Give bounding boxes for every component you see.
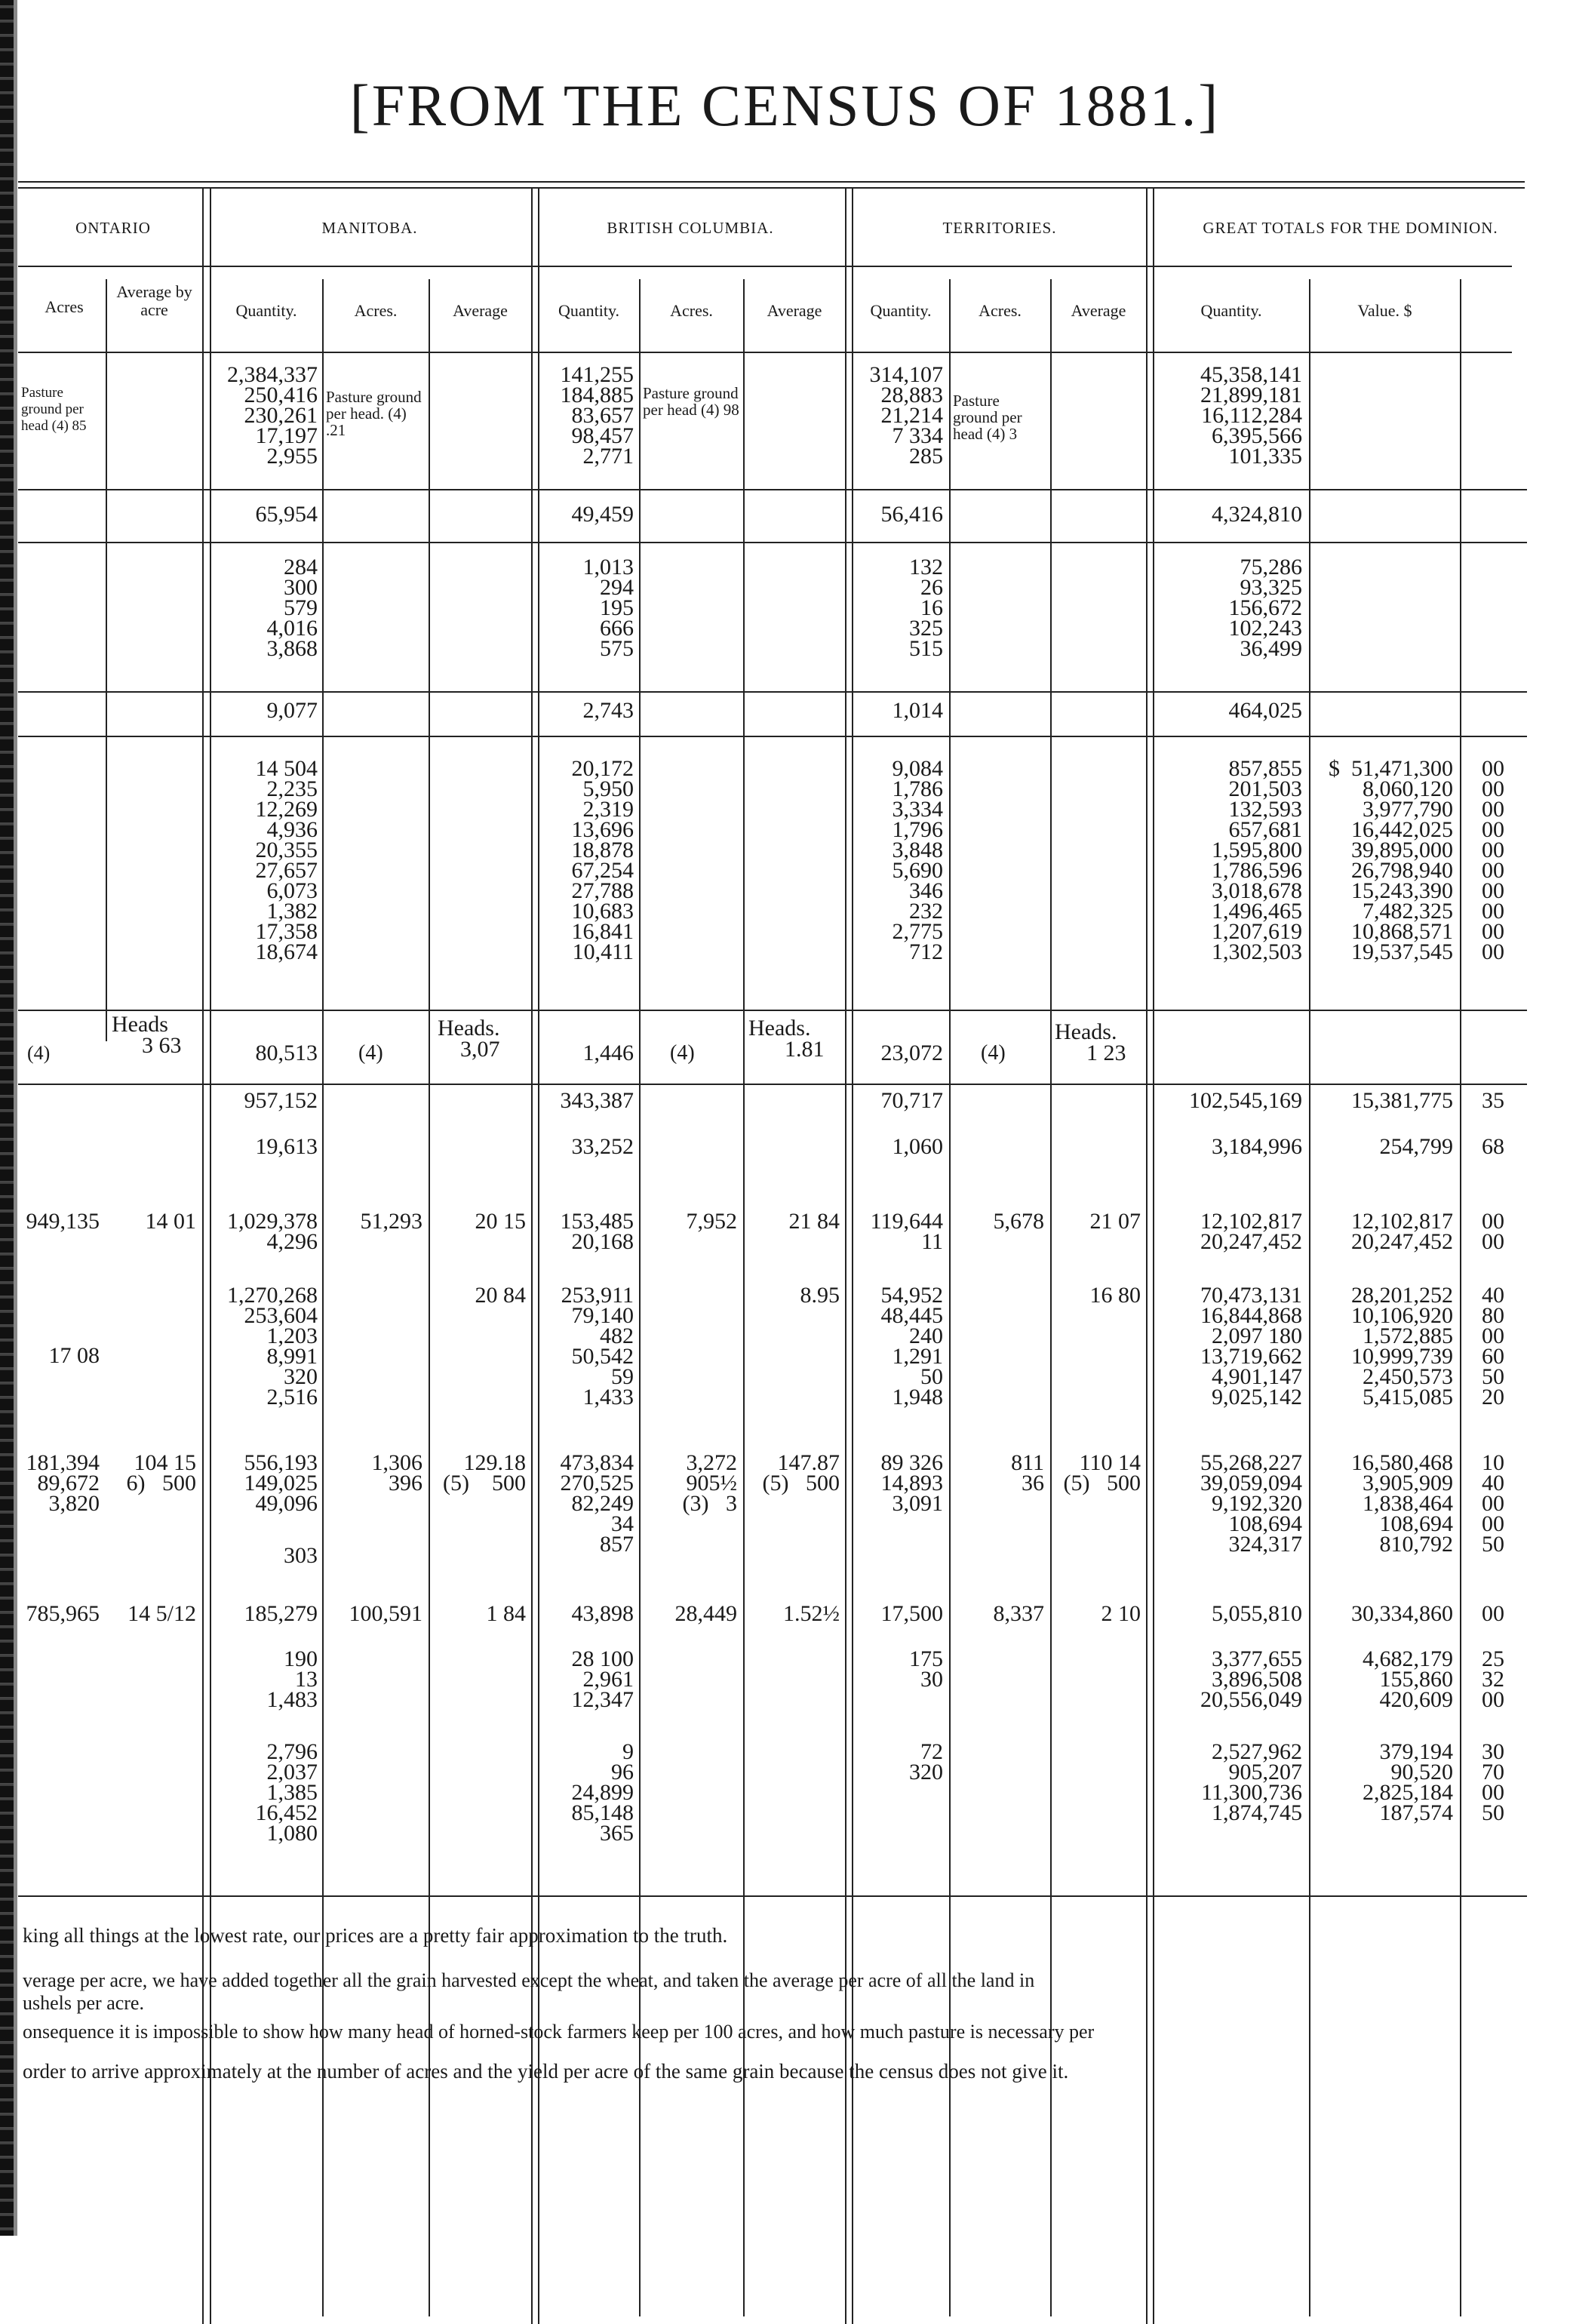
col-average-bc: Average [767, 301, 822, 320]
top-rule-double [18, 187, 1525, 189]
man-quantity-g11b: 303 [284, 1543, 318, 1568]
bc-average-g12: 1.52½ [783, 1601, 840, 1626]
four-bc: (4) [670, 1041, 695, 1065]
heads-value-manitoba: 3,07 [460, 1037, 500, 1062]
pasture-note-territories: Pasture ground per head (4) 3 [953, 392, 1022, 443]
heads-label-ontario: Heads [112, 1012, 168, 1037]
four-ontario: (4) [27, 1042, 51, 1064]
tr-quantity-g8: 1,060 [892, 1134, 943, 1159]
dominion-cents-g13: 25 32 00 [1482, 1646, 1504, 1712]
ontario-average-3: 104 15 [134, 1450, 196, 1475]
col-line [949, 279, 951, 2316]
bc-quantity-g12: 43,898 [571, 1601, 634, 1626]
col-acres-ontario: Acres [45, 297, 84, 316]
dominion-value-g11: 16,580,468 3,905,909 1,838,464 108,694 810,792 [1351, 1450, 1453, 1557]
dominion-value-g12: 30,334,860 [1351, 1601, 1453, 1626]
ontario-acres-3: 181,394 [26, 1450, 100, 1475]
pasture-note-ontario: Pasture ground per head (4) 85 [21, 385, 87, 434]
bc-acres-g11: 3,272 905½ (3) 3 [682, 1450, 737, 1516]
group-rule [18, 542, 1527, 543]
heads-value-ontario: 3 63 [142, 1033, 182, 1058]
bc-average-g11: 147.87 (5) 500 [762, 1450, 840, 1496]
man-quantity-g11: 556,193 149,025 49,096 [244, 1450, 318, 1516]
group-rule [18, 489, 1527, 490]
bc-acres-g12: 28,449 [674, 1601, 737, 1626]
col-line [639, 279, 641, 2316]
man-quantity-g8: 19,613 [255, 1134, 318, 1159]
dominion-quantity-g8: 3,184,996 [1212, 1134, 1302, 1159]
dominion-value-g10: 28,201,252 10,106,920 1,572,885 10,999,739 2,450,573 5,415,085 [1351, 1283, 1453, 1409]
man-quantity-g1: 2,384,337 250,416 230,261 17,197 2,955 [227, 362, 318, 469]
man-quantity-g6: 80,513 [255, 1041, 318, 1065]
bc-quantity-g6: 1,446 [582, 1041, 634, 1065]
tr-quantity-g2: 56,416 [880, 502, 943, 527]
col-line [202, 189, 204, 2324]
dominion-cents-g10: 40 80 00 60 50 20 [1482, 1283, 1504, 1409]
dominion-value-g7: 15,381,775 [1351, 1088, 1453, 1113]
dominion-quantity-g14: 2,527,962 905,207 11,300,736 1,874,745 [1201, 1739, 1302, 1825]
tr-quantity-g4: 1,014 [892, 698, 943, 723]
man-quantity-g4: 9,077 [266, 698, 318, 723]
heads-label-manitoba: Heads. [438, 1016, 500, 1041]
man-acres-g11: 1,306 396 [371, 1450, 422, 1496]
group-rule [18, 1010, 1527, 1011]
bc-average-g9: 21 84 [788, 1209, 840, 1234]
dominion-quantity-g5: 857,855 201,503 132,593 657,681 1,595,800 1,786,596 3,018,678 1,496,465 1,207,619 1,302,503 [1212, 756, 1302, 964]
man-quantity-g2: 65,954 [255, 502, 318, 527]
tr-quantity-g5: 9,084 1,786 3,334 1,796 3,848 5,690 346 232 2,775 712 [892, 756, 943, 964]
ontario-average-0: 14 01 [145, 1209, 196, 1234]
dominion-quantity-g3: 75,286 93,325 156,672 102,243 36,499 [1228, 555, 1302, 661]
region-manitoba: MANITOBA. [321, 219, 418, 237]
footnote-3: onsequence it is impossible to show how many head of horned-stock farmers keep per 100 acres, and how much pasture is necessary per [23, 2021, 1095, 2043]
heads-value-territories: 1 23 [1086, 1041, 1126, 1065]
dominion-value-g9: 12,102,817 20,247,452 [1351, 1209, 1453, 1254]
col-line [531, 189, 533, 2324]
tr-acres-g9: 5,678 [993, 1209, 1044, 1234]
dominion-cents-g14: 30 70 00 50 [1482, 1739, 1504, 1825]
dominion-quantity-g12: 5,055,810 [1212, 1601, 1302, 1626]
col-line [1146, 189, 1148, 2324]
man-quantity-g9: 1,029,378 4,296 [227, 1209, 318, 1254]
col-line [845, 189, 846, 2324]
top-rule [18, 181, 1525, 183]
tr-average-g11: 110 14 (5) 500 [1063, 1450, 1141, 1496]
man-quantity-g3: 284 300 579 4,016 3,868 [266, 555, 318, 661]
col-quantity-territories: Quantity. [870, 301, 932, 320]
dominion-cents-g7: 35 [1482, 1088, 1504, 1113]
dominion-quantity-g4: 464,025 [1228, 698, 1302, 723]
region-british-columbia: BRITISH COLUMBIA. [607, 219, 774, 237]
bc-quantity-g14: 9 96 24,899 85,148 365 [571, 1739, 634, 1846]
ontario-acres-5: 3,820 [48, 1491, 100, 1516]
pasture-note-bc: Pasture ground per head (4) 98 [643, 384, 739, 419]
tr-acres-g12: 8,337 [993, 1601, 1044, 1626]
pasture-note-manitoba: Pasture ground per head. (4) .21 [326, 388, 422, 439]
man-average-g9: 20 15 [475, 1209, 526, 1234]
group-rule [18, 1084, 1527, 1085]
footnote-2b: ushels per acre. [23, 1992, 144, 2014]
ontario-acres-2: 17 08 [48, 1343, 100, 1368]
bc-average-g10: 8.95 [800, 1283, 840, 1308]
tr-average-g10: 16 80 [1089, 1283, 1141, 1308]
bc-quantity-g2: 49,459 [571, 502, 634, 527]
man-acres-g9: 51,293 [360, 1209, 422, 1234]
col-value-dominion: Value. $ [1357, 301, 1412, 320]
bc-quantity-g11: 473,834 270,525 82,249 34 857 [560, 1450, 634, 1557]
col-quantity-bc: Quantity. [558, 301, 620, 320]
ontario-acres-0: 949,135 [26, 1209, 100, 1234]
col-acres-bc: Acres. [670, 301, 713, 320]
book-spine-edge [14, 0, 17, 2236]
man-quantity-g5: 14 504 2,235 12,269 4,936 20,355 27,657 6,073 1,382 17,358 18,674 [255, 756, 318, 964]
dominion-quantity-g9: 12,102,817 20,247,452 [1200, 1209, 1302, 1254]
ontario-acres-6: 785,965 [26, 1601, 100, 1626]
col-line [322, 279, 324, 2316]
four-manitoba: (4) [358, 1041, 383, 1065]
man-quantity-g12: 185,279 [244, 1601, 318, 1626]
tr-quantity-g11: 89 326 14,893 3,091 [880, 1450, 943, 1516]
footnote-2: verage per acre, we have added together all the grain harvested except the wheat, and taken the average per acre of all the land in [23, 1969, 1035, 1991]
page-title: [FROM THE CENSUS OF 1881.] [349, 72, 1221, 138]
dominion-cents-g9: 00 00 [1482, 1209, 1504, 1254]
ontario-average-6: 14 5/12 [128, 1601, 196, 1626]
bc-quantity-g7: 343,387 [560, 1088, 634, 1113]
group-rule [18, 736, 1527, 737]
dominion-quantity-g7: 102,545,169 [1189, 1088, 1302, 1113]
col-line [106, 279, 107, 1041]
man-quantity-g10: 1,270,268 253,604 1,203 8,991 320 2,516 [227, 1283, 318, 1409]
tr-quantity-g9: 119,644 11 [870, 1209, 943, 1254]
region-ontario: ONTARIO [75, 219, 151, 237]
tr-quantity-g6: 23,072 [880, 1041, 943, 1065]
footnote-4: order to arrive approximately at the number of acres and the yield per acre of the same grain because the census does not give it. [23, 2060, 1069, 2083]
ontario-average-4: 6) 500 [126, 1471, 196, 1496]
col-average-territories: Average [1071, 301, 1126, 320]
bc-quantity-g8: 33,252 [571, 1134, 634, 1159]
dominion-cents-g12: 00 [1482, 1601, 1504, 1626]
heads-label-bc: Heads. [748, 1016, 811, 1041]
bc-acres-g9: 7,952 [686, 1209, 737, 1234]
ontario-acres-4: 89,672 [37, 1471, 100, 1496]
dominion-value-g8: 254,799 [1379, 1134, 1453, 1159]
footnote-1: king all things at the lowest rate, our prices are a pretty fair approximation to the truth. [23, 1924, 728, 1947]
group-rule [18, 691, 1527, 693]
bc-quantity-g5: 20,172 5,950 2,319 13,696 18,878 67,254 27,788 10,683 16,841 10,411 [571, 756, 634, 964]
tr-acres-g11: 811 36 [1011, 1450, 1044, 1496]
dominion-quantity-g13: 3,377,655 3,896,508 20,556,049 [1200, 1646, 1302, 1712]
dominion-value-g14: 379,194 90,520 2,825,184 187,574 [1363, 1739, 1453, 1825]
dominion-cents-g5: 00 00 00 00 00 00 00 00 00 00 [1482, 756, 1504, 964]
man-average-g12: 1 84 [486, 1601, 526, 1626]
bc-quantity-g1: 141,255 184,885 83,657 98,457 2,771 [560, 362, 634, 469]
man-average-g10: 20 84 [475, 1283, 526, 1308]
col-acres-territories: Acres. [979, 301, 1022, 320]
col-quantity-manitoba: Quantity. [235, 301, 297, 320]
col-average-ontario: Average by acre [116, 282, 192, 319]
heads-label-territories: Heads. [1055, 1019, 1117, 1044]
col-quantity-dominion: Quantity. [1200, 301, 1262, 320]
region-dominion: GREAT TOTALS FOR THE DOMINION. [1203, 219, 1498, 237]
dominion-cents-g8: 68 [1482, 1134, 1504, 1159]
col-line [1460, 279, 1461, 2316]
bottom-rule [18, 1895, 1527, 1897]
tr-quantity-g12: 17,500 [880, 1601, 943, 1626]
tr-quantity-g7: 70,717 [880, 1088, 943, 1113]
dominion-quantity-g2: 4,324,810 [1212, 502, 1302, 527]
heads-value-bc: 1.81 [785, 1037, 825, 1062]
four-territories: (4) [981, 1041, 1006, 1065]
tr-average-g12: 2 10 [1101, 1601, 1141, 1626]
dominion-quantity-g11: 55,268,227 39,059,094 9,192,320 108,694 324,317 [1200, 1450, 1302, 1557]
dominion-quantity-g1: 45,358,141 21,899,181 16,112,284 6,395,566 101,335 [1200, 362, 1302, 469]
bc-quantity-g10: 253,911 79,140 482 50,542 59 1,433 [561, 1283, 634, 1409]
tr-quantity-g10: 54,952 48,445 240 1,291 50 1,948 [880, 1283, 943, 1409]
dominion-value-g5: $ 51,471,300 8,060,120 3,977,790 16,442,025 39,895,000 26,798,940 15,243,390 7,482,325 10,868,571 19,537,545 [1329, 756, 1453, 964]
tr-quantity-g14: 72 320 [909, 1739, 943, 1784]
region-territories: TERRITORIES. [942, 219, 1057, 237]
bc-quantity-g4: 2,743 [582, 698, 634, 723]
header-rule [18, 352, 1512, 353]
dominion-value-g13: 4,682,179 155,860 420,609 [1363, 1646, 1453, 1712]
col-acres-manitoba: Acres. [354, 301, 398, 320]
man-quantity-g13: 190 13 1,483 [266, 1646, 318, 1712]
tr-quantity-g1: 314,107 28,883 21,214 7 334 285 [869, 362, 943, 469]
dominion-cents-g11: 10 40 00 00 50 [1482, 1450, 1504, 1557]
tr-average-g9: 21 07 [1089, 1209, 1141, 1234]
bc-quantity-g13: 28 100 2,961 12,347 [571, 1646, 634, 1712]
book-spine [0, 0, 14, 2236]
region-rule [18, 266, 1512, 267]
tr-quantity-g13: 175 30 [909, 1646, 943, 1692]
col-average-manitoba: Average [453, 301, 508, 320]
bc-quantity-g3: 1,013 294 195 666 575 [582, 555, 634, 661]
man-quantity-g7: 957,152 [244, 1088, 318, 1113]
man-acres-g12: 100,591 [349, 1601, 422, 1626]
dominion-quantity-g10: 70,473,131 16,844,868 2,097 180 13,719,662 4,901,147 9,025,142 [1200, 1283, 1302, 1409]
bc-quantity-g9: 153,485 20,168 [560, 1209, 634, 1254]
man-average-g11: 129.18 (5) 500 [443, 1450, 526, 1496]
tr-quantity-g3: 132 26 16 325 515 [909, 555, 943, 661]
man-quantity-g14: 2,796 2,037 1,385 16,452 1,080 [255, 1739, 318, 1846]
